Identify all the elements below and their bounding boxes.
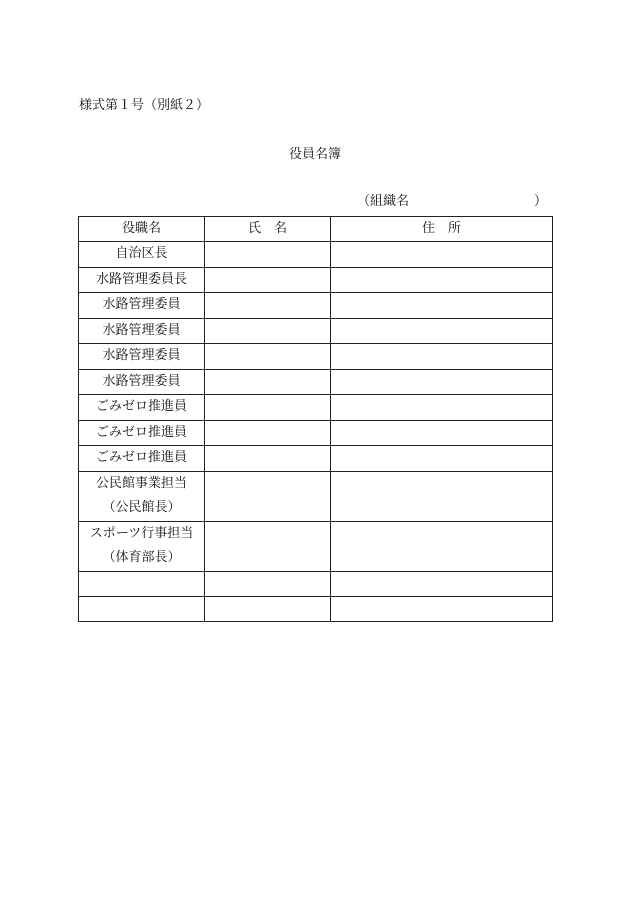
address-cell[interactable]	[331, 293, 553, 319]
role-label: ごみゼロ推進員	[95, 424, 187, 440]
table-row	[79, 293, 553, 319]
role-cell	[79, 293, 205, 319]
form-number: 様式第１号（別紙２）	[79, 98, 210, 113]
role-cell	[79, 571, 205, 596]
role-cell	[79, 395, 205, 421]
role-cell	[79, 242, 205, 268]
role-label: 水路管理委員	[102, 348, 181, 363]
role-label: ごみゼロ推進員	[95, 399, 187, 414]
role-cell	[79, 471, 205, 521]
roster-body	[79, 242, 553, 622]
role-cell	[79, 369, 205, 395]
role-cell	[79, 420, 205, 446]
role-label: 水路管理委員長	[95, 271, 187, 287]
name-cell[interactable]	[205, 293, 331, 319]
name-cell[interactable]	[205, 242, 331, 268]
table-row	[79, 521, 553, 571]
address-cell[interactable]	[331, 267, 553, 293]
column-header-name: 氏 名	[205, 217, 331, 242]
name-cell[interactable]	[205, 344, 331, 370]
role-label: （体育部長）	[102, 550, 181, 565]
name-cell[interactable]	[205, 267, 331, 293]
role-cell	[79, 521, 205, 571]
table-row	[79, 267, 553, 293]
name-cell[interactable]	[205, 318, 331, 344]
name-cell[interactable]	[205, 420, 331, 446]
role-cell	[79, 446, 205, 472]
role-label: 水路管理委員	[102, 297, 181, 312]
document-title: 役員名簿	[288, 147, 341, 162]
table-row	[79, 420, 553, 446]
organization-close-paren: ）	[533, 194, 547, 209]
address-cell[interactable]	[331, 571, 553, 596]
table-row	[79, 242, 553, 268]
role-label: スポーツ行事担当	[89, 525, 194, 541]
role-cell	[79, 318, 205, 344]
name-cell[interactable]	[205, 446, 331, 472]
column-header-role: 役職名	[79, 217, 205, 242]
table-row	[79, 369, 553, 395]
address-cell[interactable]	[331, 242, 553, 268]
address-cell[interactable]	[331, 395, 553, 421]
role-cell	[79, 344, 205, 370]
table-row	[79, 596, 553, 621]
role-label: 公民館事業担当	[95, 475, 187, 491]
name-cell[interactable]	[205, 521, 331, 571]
table-row	[79, 318, 553, 344]
table-header-row	[79, 217, 553, 242]
address-cell[interactable]	[331, 344, 553, 370]
address-cell[interactable]	[331, 521, 553, 571]
role-cell	[79, 267, 205, 293]
name-cell[interactable]	[205, 395, 331, 421]
address-cell[interactable]	[331, 369, 553, 395]
role-label: ごみゼロ推進員	[95, 450, 187, 465]
address-cell[interactable]	[331, 420, 553, 446]
table-row	[79, 446, 553, 472]
address-cell[interactable]	[331, 596, 553, 621]
table-row	[79, 395, 553, 421]
address-cell[interactable]	[331, 446, 553, 472]
column-header-address: 住 所	[331, 217, 553, 242]
role-label: 自治区長	[115, 246, 168, 261]
name-cell[interactable]	[205, 369, 331, 395]
name-cell[interactable]	[205, 471, 331, 521]
role-label: （公民館長）	[102, 500, 181, 515]
name-cell[interactable]	[205, 596, 331, 621]
officer-roster-table	[78, 216, 553, 622]
role-label: 水路管理委員	[102, 322, 181, 338]
role-cell	[79, 596, 205, 621]
table-row	[79, 571, 553, 596]
organization-label: （組織名	[357, 194, 410, 209]
organization-name-line	[357, 193, 547, 211]
name-cell[interactable]	[205, 571, 331, 596]
address-cell[interactable]	[331, 318, 553, 344]
address-cell[interactable]	[331, 471, 553, 521]
table-row	[79, 344, 553, 370]
table-row	[79, 471, 553, 521]
role-label: 水路管理委員	[102, 373, 181, 389]
